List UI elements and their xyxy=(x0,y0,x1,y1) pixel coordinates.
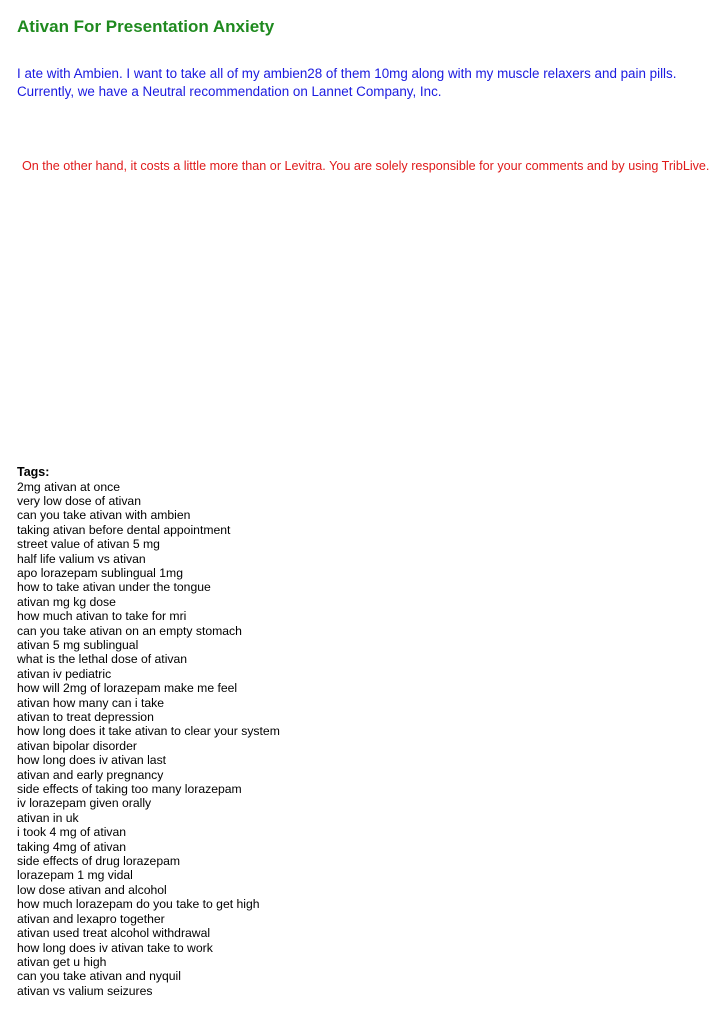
tag-item: ativan to treat depression xyxy=(17,710,154,724)
tag-item: ativan bipolar disorder xyxy=(17,738,137,753)
aside-paragraph: On the other hand, it costs a little more than or Levitra. You are solely responsible for your comments and by using TribLive. xyxy=(22,159,710,173)
tag-list xyxy=(17,480,707,999)
intro-paragraph: I ate with Ambien. I want to take all of my ambien28 of them 10mg along with my muscle relaxers and pain pills. Currently, we have a Neutral recommendation on Lannet Company, Inc. xyxy=(17,66,677,99)
tag-item: ativan and lexapro together xyxy=(17,911,165,926)
tag-item: ativan used treat alcohol withdrawal xyxy=(17,926,211,941)
tag-item: how long does iv ativan last xyxy=(17,753,167,768)
tag-item: can you take ativan on an empty stomach xyxy=(17,623,242,638)
tag-item: can you take ativan and nyquil xyxy=(17,969,181,984)
tag-item: how much ativan to take for mri xyxy=(17,609,187,624)
tag-item: iv lorazepam given orally xyxy=(17,796,152,811)
tag-item: can you take ativan with ambien xyxy=(17,508,191,523)
tag-item: ativan and early pregnancy xyxy=(17,767,164,782)
tag-item: half life valium vs ativan xyxy=(17,551,146,566)
tag-item: ativan vs valium seizures xyxy=(17,983,153,998)
tag-item: street value of ativan 5 mg xyxy=(17,537,160,552)
tag-item: 2mg ativan at once xyxy=(17,479,120,494)
tag-item: ativan iv pediatric xyxy=(17,666,112,681)
page-title: Ativan For Presentation Anxiety xyxy=(17,17,275,36)
tag-item: ativan how many can i take xyxy=(17,695,165,710)
tag-item: how long does it take ativan to clear your system xyxy=(17,724,280,739)
tag-item: side effects of taking too many lorazepam xyxy=(17,782,242,797)
tags-heading: Tags: xyxy=(17,465,50,479)
tag-item: i took 4 mg of ativan xyxy=(17,825,127,840)
tag-item: ativan in uk xyxy=(17,810,79,825)
tag-item: apo lorazepam sublingual 1mg xyxy=(17,565,183,580)
tag-item: how much lorazepam do you take to get high xyxy=(17,897,260,912)
tag-item: very low dose of ativan xyxy=(17,493,141,508)
tag-item: ativan get u high xyxy=(17,954,107,969)
tag-item: how will 2mg of lorazepam make me feel xyxy=(17,681,238,696)
tag-item: side effects of drug lorazepam xyxy=(17,854,181,869)
tag-item: taking 4mg of ativan xyxy=(17,839,127,854)
tag-item: low dose ativan and alcohol xyxy=(17,882,167,897)
tag-item: taking ativan before dental appointment xyxy=(17,522,231,537)
tag-item: lorazepam 1 mg vidal xyxy=(17,868,133,883)
tags-section xyxy=(17,465,707,998)
tag-item: what is the lethal dose of ativan xyxy=(17,652,188,667)
tag-item: ativan mg kg dose xyxy=(17,594,116,609)
tag-item: ativan 5 mg sublingual xyxy=(17,637,139,652)
tag-item: how long does iv ativan take to work xyxy=(17,940,213,955)
tag-item: how to take ativan under the tongue xyxy=(17,580,211,595)
